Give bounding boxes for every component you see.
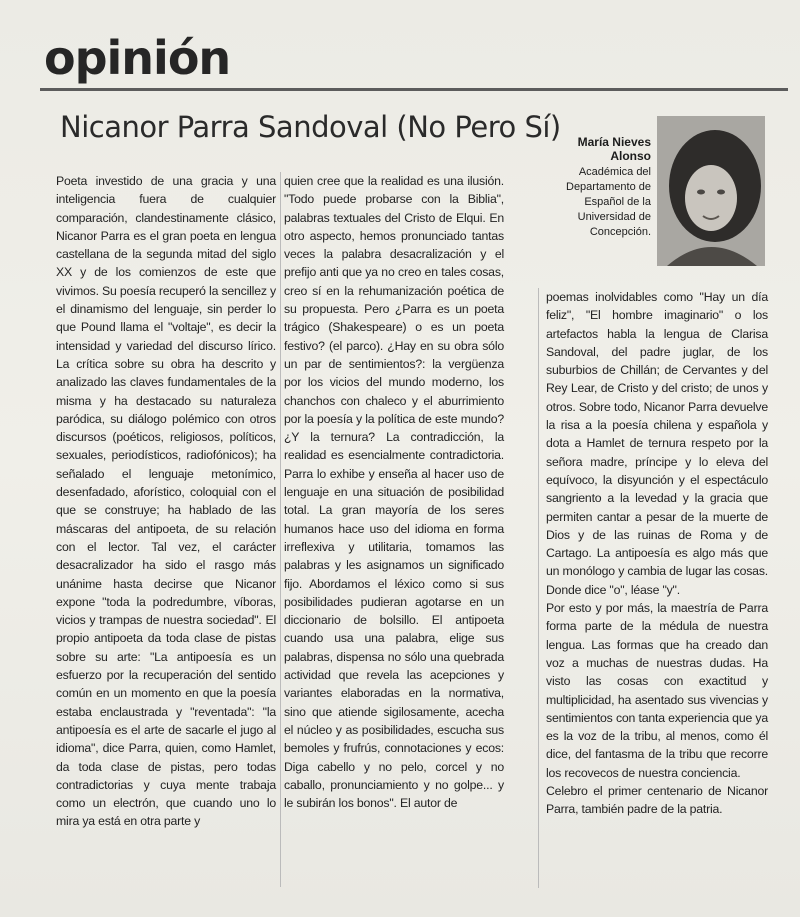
author-name-2: Alonso xyxy=(610,149,651,163)
author-role-1: Académica del xyxy=(578,166,651,178)
column-divider-1 xyxy=(280,172,281,887)
author-name-1: María Nieves xyxy=(577,135,651,149)
article-headline: Nicanor Parra Sandoval (No Pero Sí) xyxy=(60,110,561,144)
article-column-2 xyxy=(284,172,504,812)
column-2-paragraph: quien cree que la realidad es una ilusión. "Todo puede probarse con la Biblia", palabras textuales del Cristo de Elqui. En otro aspecto, hemos pronunciado tantas veces la palabra desacralización y el prefijo anti que ya no creo en tales cosas, creo sí en la rehumanización poética de su propuesta. Pero ¿Parra es un poeta trágico (Shakespeare) o es un poeta festivo? (el parco). ¿Hay en su obra sólo un par de sentimientos?: la vergüenza por los vicios del mundo moderno, los chanchos con chaleco y el aburrimiento por la poesía y la política de este mundo? ¿Y la ternura? La contradicción, la realidad es esencialmente contradictoria. Parra lo exhibe y enseña al hacer uso de lenguaje en una situación de posibilidad total. La gran mayoría de los seres humanos hace uso del idioma en forma irreflexiva y utilitaria, tomamos las palabras y les asignamos un significado fijo. Abordamos el léxico como si sus posibilidades pudieran agotarse en un diccionario de bolsillo. El antipoeta cuando usa una palabra, elige sus palabras, dispensa no sólo una quebrada actividad que revela las acepciones y variantes elaboradas en la normativa, sino que atiende sigilosamente, acecha el núcleo y as posibilidades, escucha sus bemoles y frufrús, connotaciones y ecos: Diga cabello y no pelo, corcel y no caballo, pronunciamiento y no golpe... y le subirán los bonos". El autor de xyxy=(284,174,504,811)
author-role-5: Concepción. xyxy=(589,226,651,238)
column-1-paragraph: Poeta investido de una gracia y una inteligencia fuera de cualquier comparación, clandestinamente clásico, Nicanor Parra es el gran poeta en lengua castellana de la segunda mitad del siglo XX y de los comienzos de este que vivimos. Su poesía recuperó la sencillez y el dinamismo del lenguaje, sin perder lo que Pound llama el "voltaje", es decir la intensidad y variedad del discurso lírico. La crítica sobre su obra ha descrito y analizado las claves fundamentales de la misma y ha destacado su naturaleza paródica, su diálogo polémico con otros discursos (poéticos, religiosos, políticos, sexuales, periodísticos, radiofónicos); ha señalado el lenguaje metonímico, desenfadado, aforístico, coloquial con el que se construye; ha hablado de las máscaras del antipoeta, de su relación con el lector. Tal vez, el carácter desacralizador ha sido el rasgo más unánime hasta decirse que Nicanor expone "toda la podredumbre, víboras, vicios y trampas de nuestra sociedad". El propio antipoeta da toda clase de pistas sobre su arte: "La antipoesía es un esfuerzo por la recuperación del sentido común en un momento en que la poesía estaba enclaustrada y "reventada": "la antipoesía es el arte de sacarle el jugo al idioma", dice Parra, quien, como Hamlet, da toda clase de pistas, pero todas contradictorias y cuya mente trabaja como un electrón, que cuando uno lo mira ya está en otra parte y xyxy=(56,174,276,829)
author-role-2: Departamento de xyxy=(566,181,651,193)
article-column-3 xyxy=(546,288,768,819)
column-3-paragraph-3: Celebro el primer centenario de Nicanor Parra, también padre de la patria. xyxy=(546,784,768,817)
portrait-icon xyxy=(657,116,765,266)
section-rule xyxy=(40,88,788,91)
author-portrait-photo xyxy=(657,116,765,266)
author-role-4: Universidad de xyxy=(577,211,651,223)
column-3-paragraph-1: poemas inolvidables como "Hay un día feliz", "El hombre imaginario" o los artefactos habla la lengua de Clarisa Sandoval, del padre juglar, de los suburbios de Chillán; de Cervantes y del Rey Lear, de Cristo y del cristo; de unos y otros. Sobre todo, Nicanor Parra devuelve la risa a la poesía chilena y española y dota a Hamlet de ternura respeto por la señora madre, príncipe y lo eleva del equívoco, la disyunción y el espectáculo sangriento a la levedad y la gracia que permiten cantar a pesar de la muerte de Dios y de las ruinas de Roma y de Cartago. La antipoesía es algo más que un monólogo y cambia de lugar las cosas. Donde dice "o", léase "y". xyxy=(546,290,768,597)
author-role-3: Español de la xyxy=(584,196,651,208)
section-title: opinión xyxy=(44,31,231,85)
author-byline xyxy=(553,135,651,240)
article-column-1 xyxy=(56,172,276,831)
column-divider-2 xyxy=(538,288,539,888)
column-3-paragraph-2: Por esto y por más, la maestría de Parra forma parte de la médula de nuestra lengua. Las formas que ha creado dan voz a muchas de nuestras dudas. Ha visto las cosas con exactitud y multiplicidad, ha asentado sus vivencias y sentimientos con tanta experiencia que ya es la voz de la tribu, al menos, como él dice, del fantasma de la tribu que recorre los recovecos de nuestra conciencia. xyxy=(546,601,768,780)
